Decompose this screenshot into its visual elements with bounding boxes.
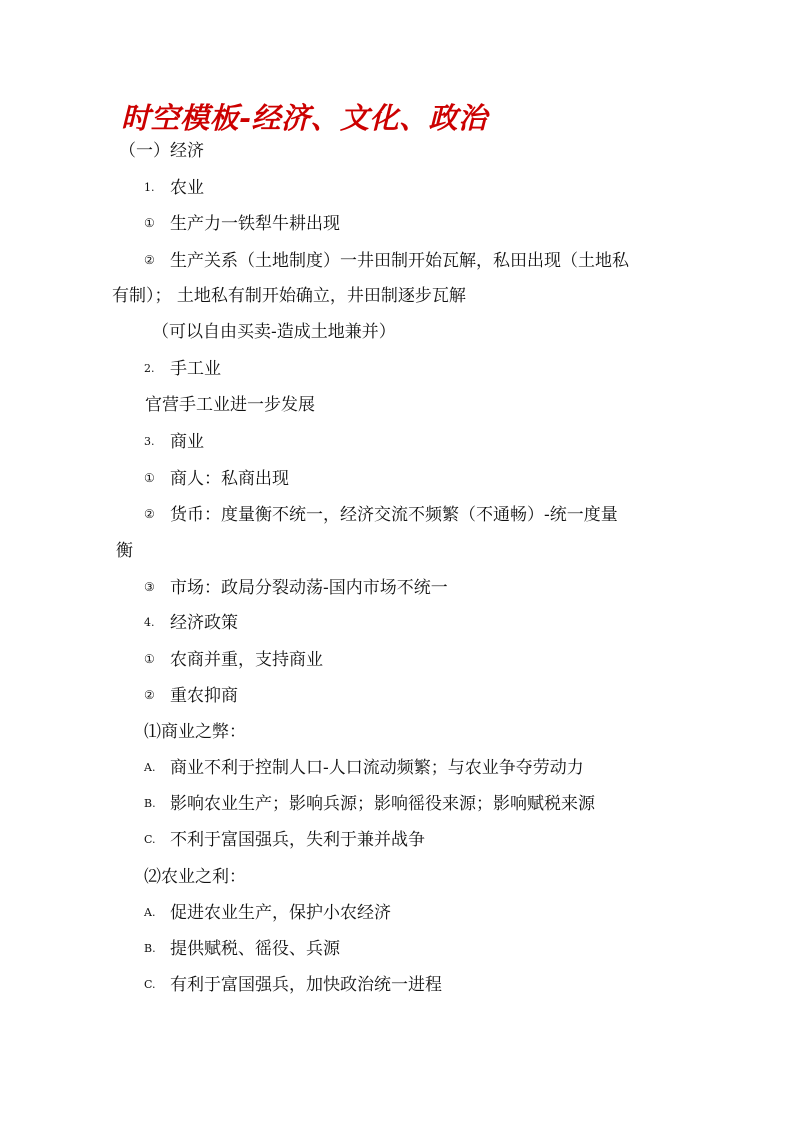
list-item [144,576,448,599]
item-text: 市场：政局分裂动荡-国内市场不统一 [170,578,448,598]
subheading-commerce-harms: ⑴商业之弊： [144,722,246,742]
item-text: 促进农业生产，保护小农经济 [170,903,391,923]
list-marker: A. [144,761,156,774]
item-text: 商人：私商出现 [170,469,289,489]
heading-handicraft [144,358,221,380]
list-item [144,938,340,960]
note-text: （可以自由买卖-造成土地兼并） [152,322,396,342]
list-marker: B. [144,942,156,955]
heading-economic-policy [144,612,238,634]
section-heading-economy: （一）经济 [119,141,204,161]
list-marker: C. [144,978,156,991]
list-item [144,467,289,490]
list-number: 2. [144,362,155,375]
list-item [144,212,340,235]
list-item-continuation: 有制）； 土地私有制开始确立，井田制逐步瓦解 [112,286,466,306]
list-item [144,902,391,924]
list-marker: A. [144,906,156,919]
list-item [144,793,595,815]
item-text: 影响农业生产；影响兵源；影响徭役来源；影响赋税来源 [170,794,595,814]
item-text: 货币：度量衡不统一，经济交流不频繁（不通畅）-统一度量 [170,505,618,525]
list-item [144,648,323,671]
heading-text: 手工业 [170,359,221,379]
heading-commerce [144,431,204,453]
list-marker: ② [144,688,155,702]
item-text: 商业不利于控制人口-人口流动频繁；与农业争夺劳动力 [170,758,584,778]
item-text: 提供赋税、徭役、兵源 [170,939,340,959]
heading-text: 经济政策 [170,613,238,633]
list-item [144,249,629,272]
list-marker: C. [144,833,156,846]
list-number: 3. [144,435,155,448]
list-marker: ① [144,216,155,230]
list-marker: ② [144,507,155,521]
item-text: 生产关系（土地制度）一井田制开始瓦解，私田出现（土地私 [170,251,629,271]
heading-text: 农业 [170,178,204,198]
subheading-agriculture-benefits: ⑵农业之利： [144,867,246,887]
list-number: 1. [144,181,155,194]
paragraph: 官营手工业进一步发展 [145,395,315,415]
document-title: 时空模板-经济、文化、政治 [121,101,488,135]
heading-agriculture [144,177,204,199]
list-number: 4. [144,616,155,629]
list-item [144,974,442,996]
item-text: 有利于富国强兵，加快政治统一进程 [170,975,442,995]
list-marker: ③ [144,580,155,594]
list-marker: ① [144,652,155,666]
list-item [144,757,584,779]
list-item [144,829,425,851]
list-marker: ② [144,253,155,267]
list-item [144,503,618,526]
list-item-continuation: 衡 [116,541,133,561]
item-text: 不利于富国强兵，失利于兼并战争 [170,830,425,850]
item-text: 农商并重，支持商业 [170,650,323,670]
heading-text: 商业 [170,432,204,452]
list-marker: ① [144,471,155,485]
item-text: 重农抑商 [170,686,238,706]
item-text: 生产力一铁犁牛耕出现 [170,214,340,234]
list-marker: B. [144,797,156,810]
list-item [144,684,238,707]
